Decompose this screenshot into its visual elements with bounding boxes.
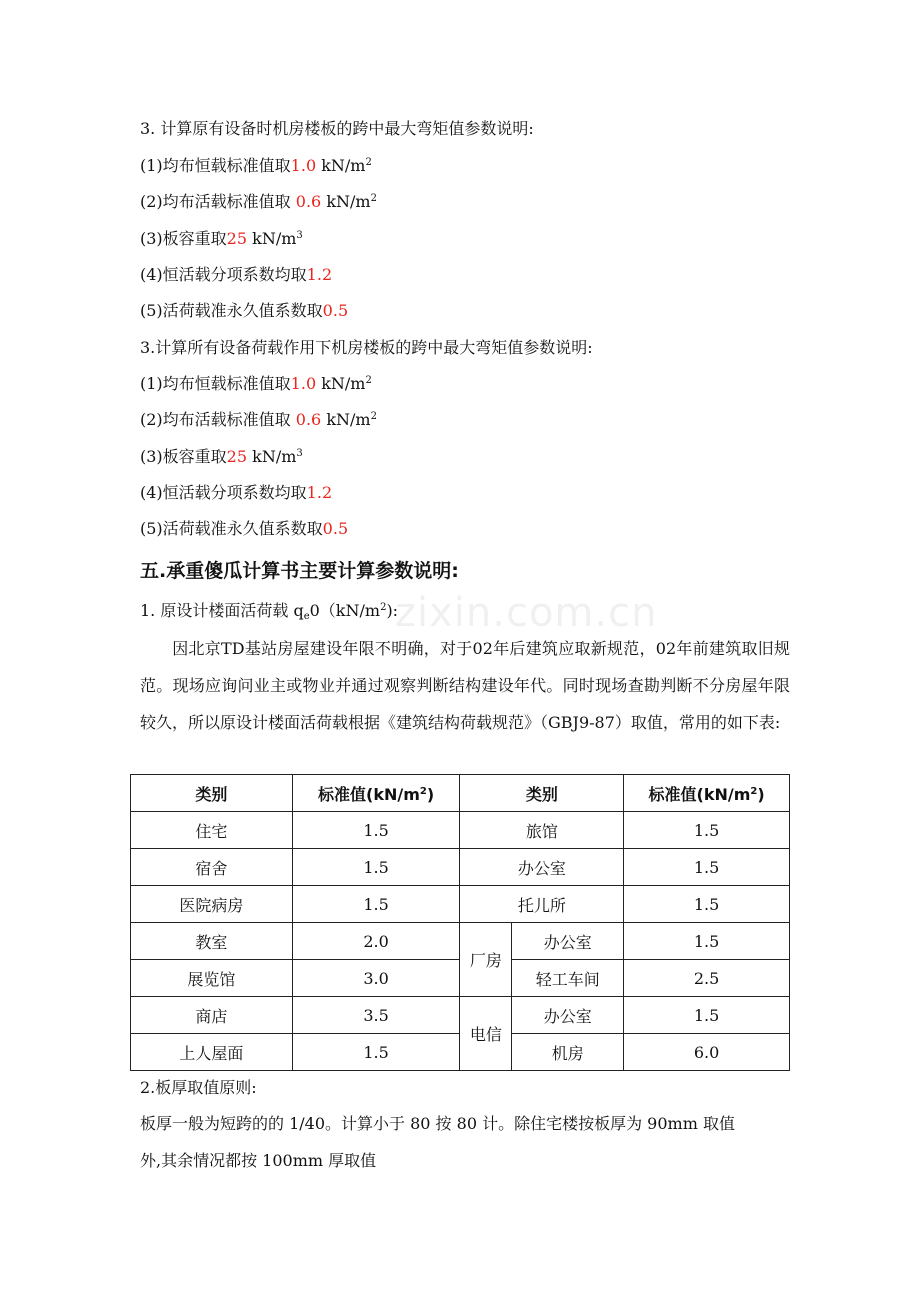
table-group-cell: 厂房 (460, 923, 512, 997)
param-line: (4)恒活载分项系数均取1.2 (140, 265, 333, 284)
table-header-row (131, 775, 790, 812)
table-cell: 商店 (131, 997, 293, 1034)
table-cell: 机房 (512, 1034, 624, 1071)
table-cell: 1.5 (624, 923, 790, 960)
table-cell: 旅馆 (460, 812, 624, 849)
table-group-cell: 电信 (460, 997, 512, 1071)
section-heading: 五.承重傻瓜计算书主要计算参数说明: (140, 560, 459, 582)
header-type: 类别 (460, 775, 624, 812)
table-cell: 办公室 (512, 923, 624, 960)
table-row (131, 997, 790, 1034)
load-table (130, 774, 790, 1071)
table-row (131, 812, 790, 849)
table-cell: 1.5 (292, 1034, 460, 1071)
table-cell: 宿舍 (131, 849, 293, 886)
table-cell: 1.5 (292, 812, 460, 849)
table-cell: 教室 (131, 923, 293, 960)
watermark: zixin.com.cn (395, 590, 658, 636)
item-title: 1. 原设计楼面活荷载 $q_e0(kN/m^2)$: (140, 601, 399, 622)
table-cell: 1.5 (292, 886, 460, 923)
table-cell: 1.5 (624, 849, 790, 886)
table-cell: 3.0 (292, 960, 460, 997)
header-std: 标准值$(kN/m^2)$ (292, 775, 460, 812)
param-line: (1)均布恒载标准值取1.0 $kN/m^2$ (140, 374, 372, 393)
table-cell: 2.0 (292, 923, 460, 960)
header-type: 类别 (131, 775, 293, 812)
param-line: (4)恒活载分项系数均取1.2 (140, 483, 333, 502)
section-title: 3.计算所有设备荷载作用下机房楼板的跨中最大弯矩值参数说明: (140, 338, 593, 357)
paragraph: 因北京TD基站房屋建设年限不明确，对于02年后建筑应取新规范，02年前建筑取旧规范。现场应询问业主或物业并通过观察判断结构建设年代。同时现场查勘判断不分房屋年限较久，所以原设计楼面活荷载根据《建筑结构荷载规范》（GBJ9-87）取值，常用的如下表: (140, 639, 790, 732)
header-std: 标准值$(kN/m^2)$ (624, 775, 790, 812)
table-cell: 1.5 (624, 997, 790, 1034)
table-row (131, 849, 790, 886)
table-cell: 托儿所 (460, 886, 624, 923)
table-cell: 2.5 (624, 960, 790, 997)
table-cell: 轻工车间 (512, 960, 624, 997)
param-line: (5)活荷载准永久值系数取0.5 (140, 301, 349, 320)
param-line: (2)均布活载标准值取 0.6 $kN/m^2$ (140, 410, 377, 429)
table-cell: 上人屋面 (131, 1034, 293, 1071)
text-line: 板厚一般为短跨的的 1/40。计算小于 80 按 80 计。除住宅楼按板厚为 90mm 取值 (140, 1114, 735, 1133)
table-row (131, 923, 790, 960)
param-line: (1)均布恒载标准值取1.0 $kN/m^2$ (140, 156, 372, 175)
table-cell: 1.5 (292, 849, 460, 886)
table-cell: 3.5 (292, 997, 460, 1034)
param-line: (3)板容重取25 $kN/m^3$ (140, 447, 303, 466)
table-cell: 6.0 (624, 1034, 790, 1071)
table-cell: 住宅 (131, 812, 293, 849)
table-cell: 医院病房 (131, 886, 293, 923)
table-cell: 展览馆 (131, 960, 293, 997)
text-line: 外,其余情况都按 100mm 厚取值 (140, 1151, 377, 1170)
section-title: 3. 计算原有设备时机房楼板的跨中最大弯矩值参数说明: (140, 119, 534, 138)
table-cell: 1.5 (624, 886, 790, 923)
param-line: (5)活荷载准永久值系数取0.5 (140, 519, 349, 538)
item-title: 2.板厚取值原则: (140, 1078, 257, 1097)
table-row (131, 886, 790, 923)
param-line: (3)板容重取25 $kN/m^3$ (140, 229, 303, 248)
table-cell: 办公室 (512, 997, 624, 1034)
table-cell: 1.5 (624, 812, 790, 849)
param-line: (2)均布活载标准值取 0.6 $kN/m^2$ (140, 192, 377, 211)
table-cell: 办公室 (460, 849, 624, 886)
